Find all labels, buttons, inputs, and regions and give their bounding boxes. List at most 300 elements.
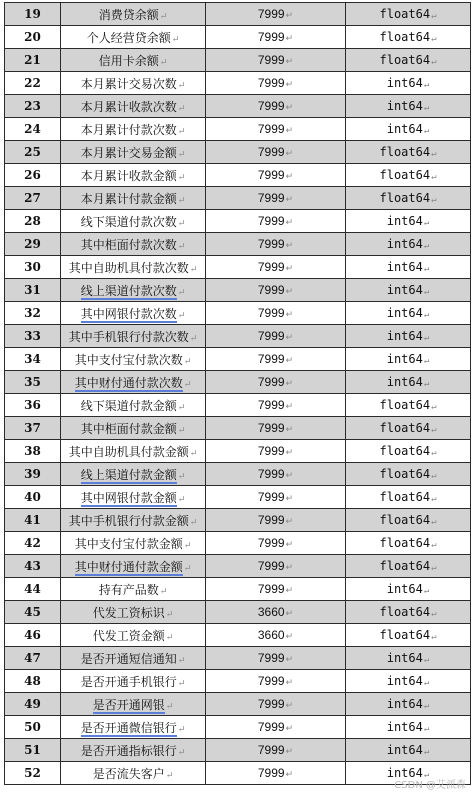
- row-number-cell: [5, 739, 61, 762]
- field-count: 7999: [257, 99, 285, 113]
- return-mark-icon: ↵: [423, 333, 430, 343]
- field-name: 其中财付通付款次数: [74, 375, 183, 390]
- return-mark-icon: ↵: [431, 149, 437, 159]
- field-type: float64: [379, 490, 431, 504]
- field-count-cell: [206, 739, 346, 762]
- field-count: 7999: [257, 76, 285, 90]
- row-number-cell: [5, 624, 61, 647]
- field-type-cell: [346, 371, 471, 394]
- field-name: 是否开通微信银行: [80, 720, 177, 735]
- table-row: [5, 463, 471, 486]
- field-count: 7999: [257, 145, 285, 159]
- field-type-cell: [346, 72, 471, 95]
- field-name: 其中柜面付款次数: [80, 237, 177, 252]
- field-count: 7999: [257, 398, 285, 412]
- field-count-cell: [206, 762, 346, 785]
- field-name: 代发工资金额: [92, 628, 165, 643]
- field-name-cell: [61, 601, 206, 624]
- return-mark-icon: ↵: [431, 172, 437, 182]
- field-name-cell: [61, 187, 206, 210]
- field-type: int64: [386, 743, 423, 757]
- row-number: 26: [24, 168, 41, 182]
- field-count: 7999: [257, 444, 285, 458]
- return-mark-icon: ↵: [177, 126, 186, 137]
- return-mark-icon: ↵: [431, 540, 437, 550]
- field-count: 7999: [257, 191, 285, 205]
- row-number-cell: [5, 463, 61, 486]
- field-count: 7999: [257, 283, 285, 297]
- table-row: [5, 95, 471, 118]
- row-number-cell: [5, 279, 61, 302]
- row-number: 34: [24, 352, 41, 366]
- field-count-cell: [206, 578, 346, 601]
- field-type-cell: [346, 141, 471, 164]
- field-type: float64: [379, 145, 431, 159]
- row-number: 31: [24, 283, 41, 297]
- table-row: [5, 555, 471, 578]
- field-count-cell: [206, 141, 346, 164]
- return-mark-icon: ↵: [423, 264, 430, 274]
- return-mark-icon: ↵: [285, 102, 294, 112]
- field-name: 本月累计付款金额: [80, 191, 177, 206]
- field-count-cell: [206, 693, 346, 716]
- row-number: 32: [24, 306, 41, 320]
- row-number: 39: [24, 467, 41, 481]
- field-type-cell: [346, 555, 471, 578]
- table-row: [5, 118, 471, 141]
- return-mark-icon: ↵: [431, 425, 437, 435]
- field-count: 7999: [257, 7, 285, 21]
- field-type-cell: [346, 601, 471, 624]
- table-row: [5, 417, 471, 440]
- table-row: [5, 210, 471, 233]
- field-count: 7999: [257, 490, 285, 504]
- field-count-cell: [206, 325, 346, 348]
- field-name-cell: [61, 371, 206, 394]
- return-mark-icon: ↵: [285, 769, 294, 779]
- return-mark-icon: ↵: [177, 747, 186, 758]
- field-type-cell: [346, 3, 471, 26]
- table-row: [5, 26, 471, 49]
- field-count-cell: [206, 371, 346, 394]
- return-mark-icon: ↵: [431, 609, 437, 619]
- row-number-cell: [5, 555, 61, 578]
- field-name-cell: [61, 578, 206, 601]
- row-number-cell: [5, 141, 61, 164]
- field-type: float64: [379, 168, 431, 182]
- field-type-cell: [346, 578, 471, 601]
- return-mark-icon: ↵: [423, 103, 430, 113]
- field-type-cell: [346, 325, 471, 348]
- table-row: [5, 486, 471, 509]
- row-number-cell: [5, 256, 61, 279]
- return-mark-icon: ↵: [423, 747, 430, 757]
- return-mark-icon: ↵: [423, 80, 430, 90]
- field-type: int64: [386, 260, 423, 274]
- return-mark-icon: ↵: [165, 632, 174, 643]
- field-type: int64: [386, 375, 423, 389]
- row-number: 46: [24, 628, 41, 642]
- return-mark-icon: ↵: [165, 609, 174, 620]
- row-number: 33: [24, 329, 41, 343]
- return-mark-icon: ↵: [177, 218, 186, 229]
- field-type: float64: [379, 30, 431, 44]
- return-mark-icon: ↵: [431, 563, 437, 573]
- field-type: int64: [386, 76, 423, 90]
- row-number: 41: [24, 513, 41, 527]
- return-mark-icon: ↵: [285, 516, 294, 526]
- return-mark-icon: ↵: [177, 241, 186, 252]
- field-name-cell: [61, 624, 206, 647]
- table-row: [5, 302, 471, 325]
- row-number: 21: [24, 53, 41, 67]
- field-name: 线下渠道付款次数: [80, 214, 177, 229]
- return-mark-icon: ↵: [423, 379, 430, 389]
- field-name-cell: [61, 670, 206, 693]
- row-number: 29: [24, 237, 41, 251]
- return-mark-icon: ↵: [183, 379, 192, 390]
- return-mark-icon: ↵: [423, 218, 430, 228]
- field-count: 7999: [257, 260, 285, 274]
- field-type-cell: [346, 279, 471, 302]
- row-number: 27: [24, 191, 41, 205]
- return-mark-icon: ↵: [285, 10, 294, 20]
- row-number-cell: [5, 72, 61, 95]
- return-mark-icon: ↵: [431, 195, 437, 205]
- field-type-cell: [346, 670, 471, 693]
- field-type: int64: [386, 697, 423, 711]
- return-mark-icon: ↵: [159, 11, 168, 22]
- field-count-cell: [206, 26, 346, 49]
- row-number: 49: [24, 697, 41, 711]
- row-number-cell: [5, 716, 61, 739]
- return-mark-icon: ↵: [285, 608, 294, 618]
- field-type: int64: [386, 352, 423, 366]
- return-mark-icon: ↵: [183, 356, 192, 367]
- field-type: float64: [379, 513, 431, 527]
- field-name-cell: [61, 555, 206, 578]
- field-type-cell: [346, 187, 471, 210]
- field-type-cell: [346, 509, 471, 532]
- field-count: 7999: [257, 536, 285, 550]
- field-type-cell: [346, 739, 471, 762]
- field-count: 7999: [257, 467, 285, 481]
- row-number: 43: [24, 559, 41, 573]
- field-name: 本月累计交易次数: [80, 76, 177, 91]
- field-name: 本月累计收款次数: [80, 99, 177, 114]
- field-name-cell: [61, 118, 206, 141]
- field-count-cell: [206, 532, 346, 555]
- return-mark-icon: ↵: [423, 678, 430, 688]
- row-number: 30: [24, 260, 41, 274]
- field-name: 消费贷余额: [98, 7, 159, 22]
- row-number-cell: [5, 118, 61, 141]
- field-count-cell: [206, 164, 346, 187]
- return-mark-icon: ↵: [159, 57, 168, 68]
- return-mark-icon: ↵: [285, 148, 294, 158]
- field-count-cell: [206, 394, 346, 417]
- field-count-cell: [206, 716, 346, 739]
- field-count-cell: [206, 624, 346, 647]
- field-type: int64: [386, 329, 423, 343]
- field-name-cell: [61, 716, 206, 739]
- field-type-cell: [346, 417, 471, 440]
- field-table: [4, 2, 471, 785]
- field-type: float64: [379, 421, 431, 435]
- return-mark-icon: ↵: [423, 310, 430, 320]
- table-row: [5, 647, 471, 670]
- table-row: [5, 164, 471, 187]
- field-type-cell: [346, 95, 471, 118]
- field-name: 个人经营贷余额: [86, 30, 171, 45]
- field-count-cell: [206, 233, 346, 256]
- row-number: 22: [24, 76, 41, 90]
- return-mark-icon: ↵: [285, 263, 294, 273]
- return-mark-icon: ↵: [285, 654, 294, 664]
- watermark: CSDN @艾派森: [394, 780, 466, 791]
- return-mark-icon: ↵: [177, 172, 186, 183]
- field-count-cell: [206, 95, 346, 118]
- field-count: 7999: [257, 697, 285, 711]
- return-mark-icon: ↵: [423, 586, 430, 596]
- row-number: 20: [24, 30, 41, 44]
- table-row: [5, 141, 471, 164]
- field-name: 其中自助机具付款次数: [68, 260, 189, 275]
- return-mark-icon: ↵: [177, 471, 186, 482]
- field-type-cell: [346, 647, 471, 670]
- field-name: 是否开通手机银行: [80, 674, 177, 689]
- return-mark-icon: ↵: [177, 195, 186, 206]
- field-count: 7999: [257, 559, 285, 573]
- return-mark-icon: ↵: [431, 517, 437, 527]
- field-count-cell: [206, 3, 346, 26]
- field-table-body: [5, 3, 471, 785]
- row-number-cell: [5, 394, 61, 417]
- field-count-cell: [206, 509, 346, 532]
- return-mark-icon: ↵: [285, 378, 294, 388]
- return-mark-icon: ↵: [285, 401, 294, 411]
- row-number-cell: [5, 601, 61, 624]
- field-count-cell: [206, 647, 346, 670]
- field-name-cell: [61, 279, 206, 302]
- field-name: 其中柜面付款金额: [80, 421, 177, 436]
- return-mark-icon: ↵: [285, 332, 294, 342]
- table-row: [5, 509, 471, 532]
- field-name: 线下渠道付款金额: [80, 398, 177, 413]
- field-count: 7999: [257, 352, 285, 366]
- return-mark-icon: ↵: [431, 494, 437, 504]
- return-mark-icon: ↵: [431, 632, 437, 642]
- field-name-cell: [61, 302, 206, 325]
- row-number-cell: [5, 532, 61, 555]
- field-type-cell: [346, 256, 471, 279]
- field-name: 是否开通网银: [92, 697, 165, 712]
- field-name-cell: [61, 210, 206, 233]
- row-number: 37: [24, 421, 41, 435]
- field-name-cell: [61, 256, 206, 279]
- field-name: 其中财付通付款金额: [74, 559, 183, 574]
- row-number: 44: [24, 582, 41, 596]
- field-type: int64: [386, 674, 423, 688]
- field-type: float64: [379, 628, 431, 642]
- row-number: 19: [24, 7, 41, 21]
- table-row: [5, 578, 471, 601]
- return-mark-icon: ↵: [177, 402, 186, 413]
- return-mark-icon: ↵: [285, 171, 294, 181]
- field-count: 7999: [257, 651, 285, 665]
- row-number: 42: [24, 536, 41, 550]
- row-number-cell: [5, 95, 61, 118]
- field-count: 7999: [257, 237, 285, 251]
- table-row: [5, 739, 471, 762]
- return-mark-icon: ↵: [431, 11, 437, 21]
- field-count: 7999: [257, 513, 285, 527]
- row-number-cell: [5, 210, 61, 233]
- field-name-cell: [61, 72, 206, 95]
- field-type: float64: [379, 398, 431, 412]
- return-mark-icon: ↵: [285, 194, 294, 204]
- field-type-cell: [346, 164, 471, 187]
- field-type-cell: [346, 210, 471, 233]
- table-row: [5, 187, 471, 210]
- row-number: 47: [24, 651, 41, 665]
- return-mark-icon: ↵: [285, 309, 294, 319]
- return-mark-icon: ↵: [189, 448, 198, 459]
- return-mark-icon: ↵: [177, 494, 186, 505]
- return-mark-icon: ↵: [285, 79, 294, 89]
- field-name: 是否开通短信通知: [80, 651, 177, 666]
- field-type: float64: [379, 536, 431, 550]
- field-name: 是否开通指标银行: [80, 743, 177, 758]
- field-type-cell: [346, 486, 471, 509]
- return-mark-icon: ↵: [177, 80, 186, 91]
- return-mark-icon: ↵: [423, 126, 430, 136]
- field-name: 其中网银付款金额: [80, 490, 177, 505]
- field-name-cell: [61, 394, 206, 417]
- field-name: 其中支付宝付款次数: [74, 352, 183, 367]
- field-count-cell: [206, 463, 346, 486]
- return-mark-icon: ↵: [423, 241, 430, 251]
- row-number-cell: [5, 762, 61, 785]
- field-count-cell: [206, 118, 346, 141]
- return-mark-icon: ↵: [183, 540, 192, 551]
- table-row: [5, 532, 471, 555]
- field-count-cell: [206, 417, 346, 440]
- field-type-cell: [346, 693, 471, 716]
- table-row: [5, 325, 471, 348]
- field-type-cell: [346, 49, 471, 72]
- return-mark-icon: ↵: [165, 701, 174, 712]
- row-number-cell: [5, 647, 61, 670]
- field-type-cell: [346, 716, 471, 739]
- field-name-cell: [61, 509, 206, 532]
- table-row: [5, 440, 471, 463]
- return-mark-icon: ↵: [177, 425, 186, 436]
- field-type: float64: [379, 559, 431, 573]
- field-name-cell: [61, 164, 206, 187]
- field-name: 本月累计交易金额: [80, 145, 177, 160]
- row-number-cell: [5, 26, 61, 49]
- field-count: 7999: [257, 421, 285, 435]
- return-mark-icon: ↵: [285, 447, 294, 457]
- field-count: 7999: [257, 582, 285, 596]
- table-row: [5, 3, 471, 26]
- row-number-cell: [5, 578, 61, 601]
- return-mark-icon: ↵: [431, 402, 437, 412]
- table-row: [5, 693, 471, 716]
- field-count-cell: [206, 601, 346, 624]
- row-number-cell: [5, 417, 61, 440]
- field-name-cell: [61, 49, 206, 72]
- field-type-cell: [346, 440, 471, 463]
- field-name-cell: [61, 693, 206, 716]
- table-row: [5, 279, 471, 302]
- field-name-cell: [61, 463, 206, 486]
- return-mark-icon: ↵: [171, 34, 180, 45]
- field-count: 7999: [257, 375, 285, 389]
- field-name: 其中手机银行付款金额: [68, 513, 189, 528]
- return-mark-icon: ↵: [431, 448, 437, 458]
- return-mark-icon: ↵: [189, 264, 198, 275]
- return-mark-icon: ↵: [177, 287, 186, 298]
- field-count-cell: [206, 279, 346, 302]
- field-name: 是否流失客户: [92, 766, 165, 781]
- field-count: 7999: [257, 214, 285, 228]
- return-mark-icon: ↵: [285, 33, 294, 43]
- return-mark-icon: ↵: [285, 56, 294, 66]
- field-name: 代发工资标识: [92, 605, 165, 620]
- field-type-cell: [346, 394, 471, 417]
- table-row: [5, 670, 471, 693]
- field-type: float64: [379, 7, 431, 21]
- row-number-cell: [5, 325, 61, 348]
- field-type: int64: [386, 122, 423, 136]
- field-count: 7999: [257, 766, 285, 780]
- field-type-cell: [346, 118, 471, 141]
- field-name-cell: [61, 26, 206, 49]
- row-number: 23: [24, 99, 41, 113]
- field-type-cell: [346, 233, 471, 256]
- return-mark-icon: ↵: [285, 355, 294, 365]
- return-mark-icon: ↵: [423, 770, 430, 780]
- return-mark-icon: ↵: [285, 585, 294, 595]
- field-count: 3660: [257, 605, 285, 619]
- field-name-cell: [61, 440, 206, 463]
- row-number: 50: [24, 720, 41, 734]
- field-type: int64: [386, 99, 423, 113]
- row-number-cell: [5, 509, 61, 532]
- row-number: 40: [24, 490, 41, 504]
- field-count-cell: [206, 49, 346, 72]
- table-row: [5, 72, 471, 95]
- return-mark-icon: ↵: [159, 586, 168, 597]
- row-number-cell: [5, 670, 61, 693]
- return-mark-icon: ↵: [431, 57, 437, 67]
- table-row: [5, 716, 471, 739]
- field-type: float64: [379, 191, 431, 205]
- return-mark-icon: ↵: [423, 724, 430, 734]
- return-mark-icon: ↵: [423, 287, 430, 297]
- field-type: int64: [386, 582, 423, 596]
- field-count: 7999: [257, 306, 285, 320]
- return-mark-icon: ↵: [285, 700, 294, 710]
- return-mark-icon: ↵: [285, 286, 294, 296]
- field-type: float64: [379, 605, 431, 619]
- return-mark-icon: ↵: [285, 470, 294, 480]
- row-number: 48: [24, 674, 41, 688]
- field-count-cell: [206, 486, 346, 509]
- field-type-cell: [346, 532, 471, 555]
